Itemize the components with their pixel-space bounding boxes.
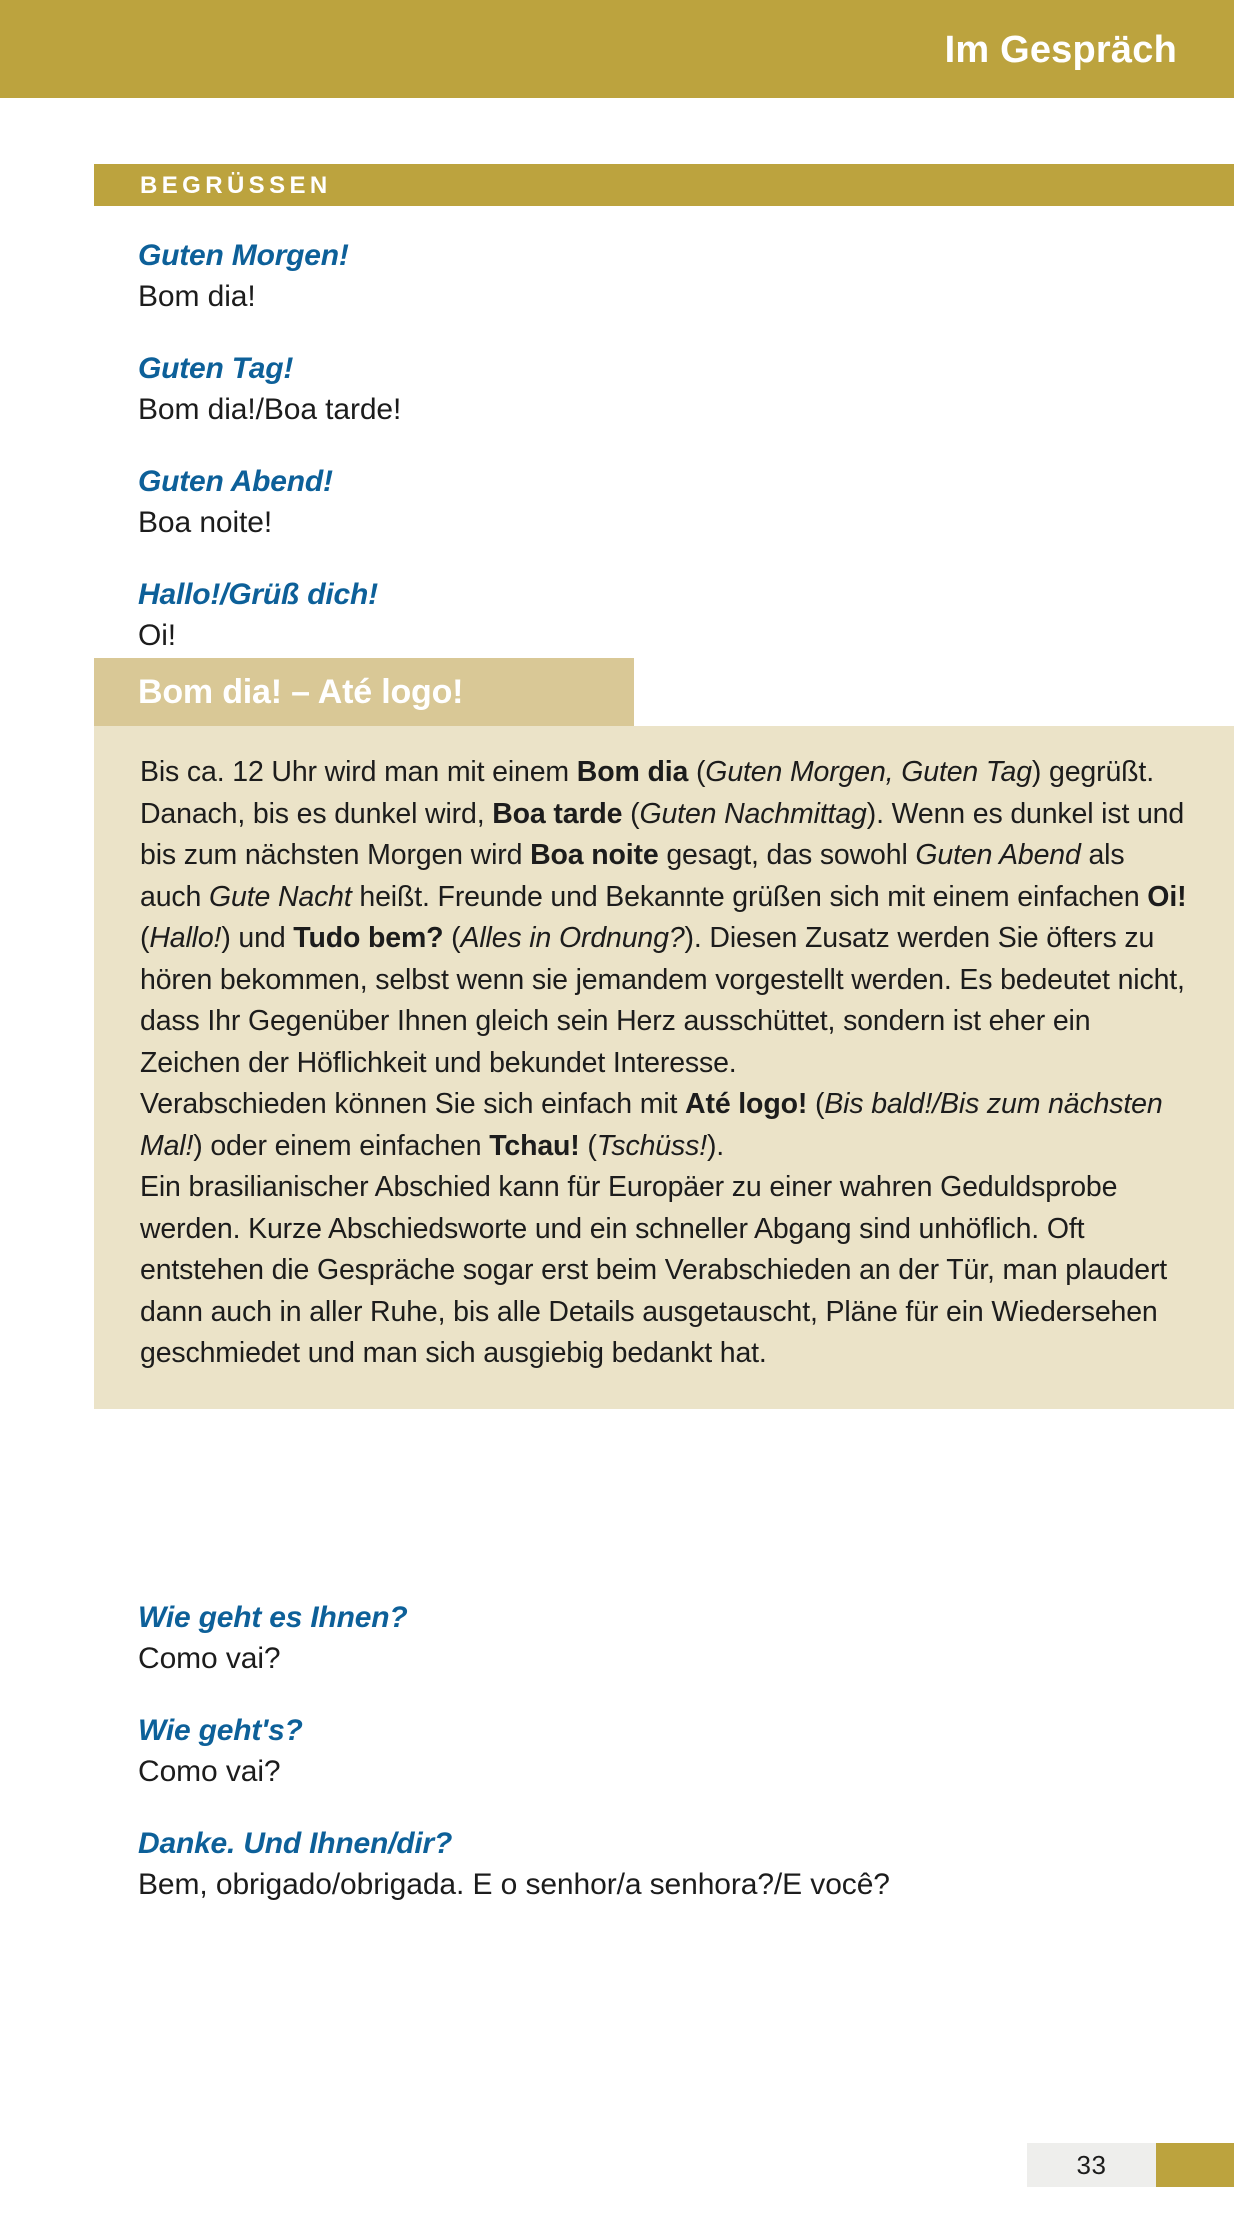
page-number: 33 (1076, 2150, 1107, 2180)
text-run: ( (140, 922, 150, 954)
text-run: Verabschieden können Sie sich einfach mit (140, 1088, 686, 1120)
phrase-pair (138, 236, 1188, 318)
emphasis-italic: Guten Nachmittag (639, 797, 867, 830)
emphasis-italic: Guten Morgen, Guten Tag (705, 756, 1032, 788)
phrase-german: Guten Tag! (138, 352, 294, 385)
phrase-german: Guten Morgen! (138, 239, 349, 272)
emphasis-bold: Bom dia (576, 756, 689, 788)
emphasis-italic: Gute Nacht (208, 880, 352, 913)
running-head-title: Im Gespräch (944, 29, 1177, 71)
phrase-german: Wie geht's? (138, 1714, 303, 1747)
emphasis-italic: Bis bald!/Bis zum nächsten Mal! (140, 1088, 1163, 1162)
section-bar-begruessen (94, 164, 1234, 206)
phrase-pair (138, 575, 1188, 657)
phrase-portuguese: Como vai? (138, 1642, 281, 1675)
phrase-pair (138, 349, 1188, 431)
phrase-german: Wie geht es Ihnen? (138, 1601, 408, 1634)
text-run: ( (443, 922, 461, 954)
text-run: als auch (140, 839, 1125, 913)
section-bar-label: BEGRÜSSEN (140, 172, 332, 199)
phrase-portuguese: Bom dia!/Boa tarde! (138, 393, 402, 426)
text-run: Ein brasilianischer Abschied kann für Europäer zu einer wahren Geduldsprobe werden. Kurze Abschiedsworte und ein schneller Abgang sind unhöflich. Oft entstehen die Gespräche sogar erst beim Verabschieden an der Tür, man plaudert dann auch in aller Ruhe, bis alle Details ausgetauscht, Pläne für ein Wiedersehen geschmiedet und man sich ausgiebig bedankt hat. (140, 1171, 1168, 1369)
emphasis-italic: Guten Abend (915, 839, 1081, 871)
footer-gold-tab (1156, 2143, 1234, 2187)
text-run: ). (706, 1129, 725, 1162)
emphasis-italic: Alles in Ordnung? (460, 922, 685, 954)
text-run: ) oder einem einfachen (193, 1129, 490, 1162)
info-box-paragraph (140, 1084, 1188, 1167)
emphasis-bold: Tudo bem? (293, 922, 444, 954)
text-run: ) gegrüßt. Danach, bis es dunkel wird, (140, 756, 1154, 830)
running-head-band (0, 0, 1234, 98)
phrase-portuguese: Bom dia! (138, 280, 256, 313)
text-run: ) und (221, 922, 294, 954)
phrase-portuguese: Como vai? (138, 1755, 281, 1788)
text-run: heißt. Freunde und Bekannte grüßen sich mit einem einfachen (351, 880, 1148, 913)
info-box-title-bar (94, 658, 634, 726)
text-run: gesagt, das sowohl (658, 839, 916, 871)
info-box-paragraph (140, 752, 1188, 1084)
text-run: ( (622, 797, 640, 830)
phrase-german: Hallo!/Grüß dich! (138, 578, 378, 611)
text-run: ). Wenn es dunkel ist und bis zum nächsten Morgen wird (140, 797, 1185, 871)
text-run: ( (807, 1088, 825, 1120)
phrase-pair (138, 462, 1188, 544)
info-box-title-text: Bom dia! – Até logo! (138, 673, 464, 711)
phrase-portuguese: Boa noite! (138, 506, 273, 539)
phrase-list-how-are-you (138, 1598, 1188, 1906)
page-number-box (1027, 2143, 1156, 2187)
info-box-bom-dia-ate-logo (94, 658, 1234, 1409)
text-run: Bis ca. 12 Uhr wird man mit einem (140, 756, 577, 788)
emphasis-bold: Tchau! (489, 1129, 580, 1162)
phrase-german: Guten Abend! (138, 465, 333, 498)
emphasis-bold: Oi! (1147, 880, 1187, 913)
phrase-pair (138, 1824, 1188, 1906)
emphasis-bold: Boa tarde (492, 797, 623, 830)
text-run: ( (688, 756, 706, 788)
text-run: ). Diesen Zusatz werden Sie öfters zu hören bekommen, selbst wenn sie jemandem vorgestellt werden. Es bedeutet nicht, dass Ihr Gegenüber Ihnen gleich sein Herz ausschüttet, sondern ist eher ein Zeichen der Höflichkeit und bekundet Interesse. (140, 922, 1185, 1079)
emphasis-bold: Até logo! (685, 1088, 808, 1120)
phrase-pair (138, 1598, 1188, 1680)
emphasis-italic: Hallo! (149, 922, 222, 954)
phrase-pair (138, 1711, 1188, 1793)
info-box-body (94, 726, 1234, 1409)
phrase-portuguese: Bem, obrigado/obrigada. E o senhor/a senhora?/E você? (138, 1868, 890, 1901)
phrase-list-greetings (138, 236, 1188, 657)
text-run: ( (579, 1129, 597, 1162)
phrase-german: Danke. Und Ihnen/dir? (138, 1827, 453, 1860)
emphasis-italic: Tschüss! (596, 1129, 707, 1162)
info-box-paragraph (140, 1167, 1188, 1375)
emphasis-bold: Boa noite (530, 839, 659, 871)
phrase-portuguese: Oi! (138, 619, 177, 652)
page-footer (1027, 2143, 1234, 2187)
